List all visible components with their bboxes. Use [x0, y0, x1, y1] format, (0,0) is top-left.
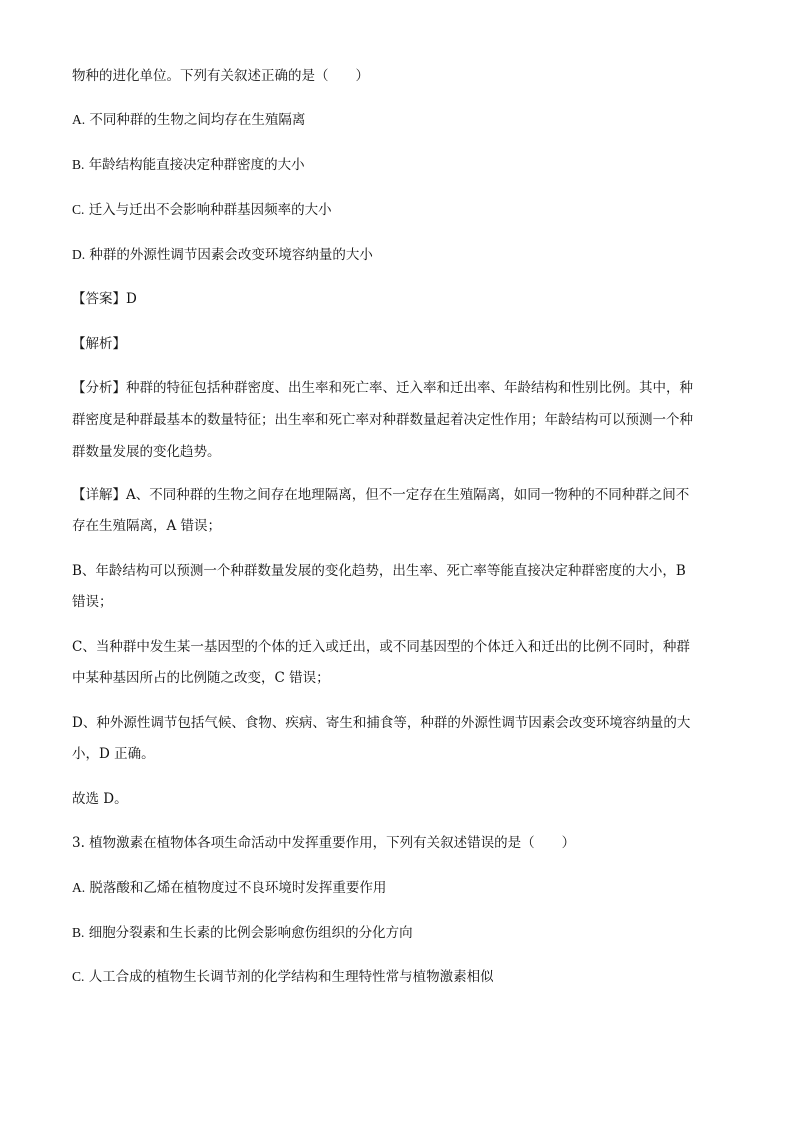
fenxi-label: 【分析】: [72, 380, 126, 396]
answer-value: D: [126, 291, 137, 307]
detail-b-line-2: 错误；: [72, 594, 113, 610]
option-text: 不同种群的生物之间均存在生殖隔离: [89, 112, 306, 128]
fenxi-line-2: 群密度是种群最基本的数量特征；出生率和死亡率对种群数量起着决定性作用；年龄结构可以预测一个种: [72, 412, 693, 428]
option-text: 脱落酸和乙烯在植物度过不良环境时发挥重要作用: [89, 880, 387, 896]
answer-label: 【答案】: [72, 291, 126, 307]
option-letter: B.: [72, 925, 85, 940]
option-text: 细胞分裂素和生长素的比例会影响愈伤组织的分化方向: [88, 925, 413, 941]
option-letter: C.: [72, 202, 85, 217]
option-text: 年龄结构能直接决定种群密度的大小: [88, 157, 305, 173]
q3-option-c: [72, 967, 494, 987]
analysis-label: 【解析】: [72, 336, 126, 352]
q3-option-a: [72, 878, 386, 898]
q3-option-b: [72, 923, 413, 943]
conclusion: 故选 D。: [72, 791, 128, 807]
detail-c-line-1: C、当种群中发生某一基因型的个体的迁入或迁出，或不同基因型的个体迁入和迁出的比例不同时，种群: [72, 639, 690, 655]
answer-line: [72, 289, 137, 309]
detail-d-line-2: 小，D 正确。: [72, 746, 155, 762]
q2-option-b: [72, 155, 305, 175]
detail-c-line-2: 中某种基因所占的比例随之改变，C 错误；: [72, 670, 330, 686]
detail-a-line-1: [72, 485, 689, 505]
option-text: 种群的外源性调节因素会改变环境容纳量的大小: [89, 247, 373, 263]
question-2-stem: 物种的进化单位。下列有关叙述正确的是（ ）: [72, 68, 369, 84]
detail-b-line-1: B、年龄结构可以预测一个种群数量发展的变化趋势，出生率、死亡率等能直接决定种群密度的大小，B: [72, 563, 686, 579]
q2-option-c: [72, 200, 332, 220]
fenxi-line-3: 群数量发展的变化趋势。: [72, 444, 221, 460]
option-text: 迁入与迁出不会影响种群基因频率的大小: [88, 202, 332, 218]
xiangjie-label: 【详解】: [72, 487, 126, 503]
fenxi-text: 种群的特征包括种群密度、出生率和死亡率、迁入率和迁出率、年龄结构和性别比例。其中，种: [126, 380, 693, 396]
q2-option-a: [72, 110, 305, 130]
option-letter: B.: [72, 157, 85, 172]
option-letter: C.: [72, 969, 85, 984]
detail-a-line-2: 存在生殖隔离，A 错误；: [72, 518, 222, 534]
detail-a-text: A、不同种群的生物之间存在地理隔离，但不一定存在生殖隔离，如同一物种的不同种群之间不: [126, 487, 690, 503]
detail-d-line-1: D、种外源性调节包括气候、食物、疾病、寄生和捕食等，种群的外源性调节因素会改变环境容纳量的大: [72, 715, 691, 731]
option-letter: A.: [72, 112, 86, 127]
fenxi-line-1: [72, 378, 693, 398]
option-text: 人工合成的植物生长调节剂的化学结构和生理特性常与植物激素相似: [88, 969, 494, 985]
option-letter: D.: [72, 247, 86, 262]
q2-option-d: [72, 245, 373, 265]
option-letter: A.: [72, 880, 86, 895]
question-3-stem: 3. 植物激素在植物体各项生命活动中发挥重要作用，下列有关叙述错误的是（ ）: [72, 835, 576, 851]
